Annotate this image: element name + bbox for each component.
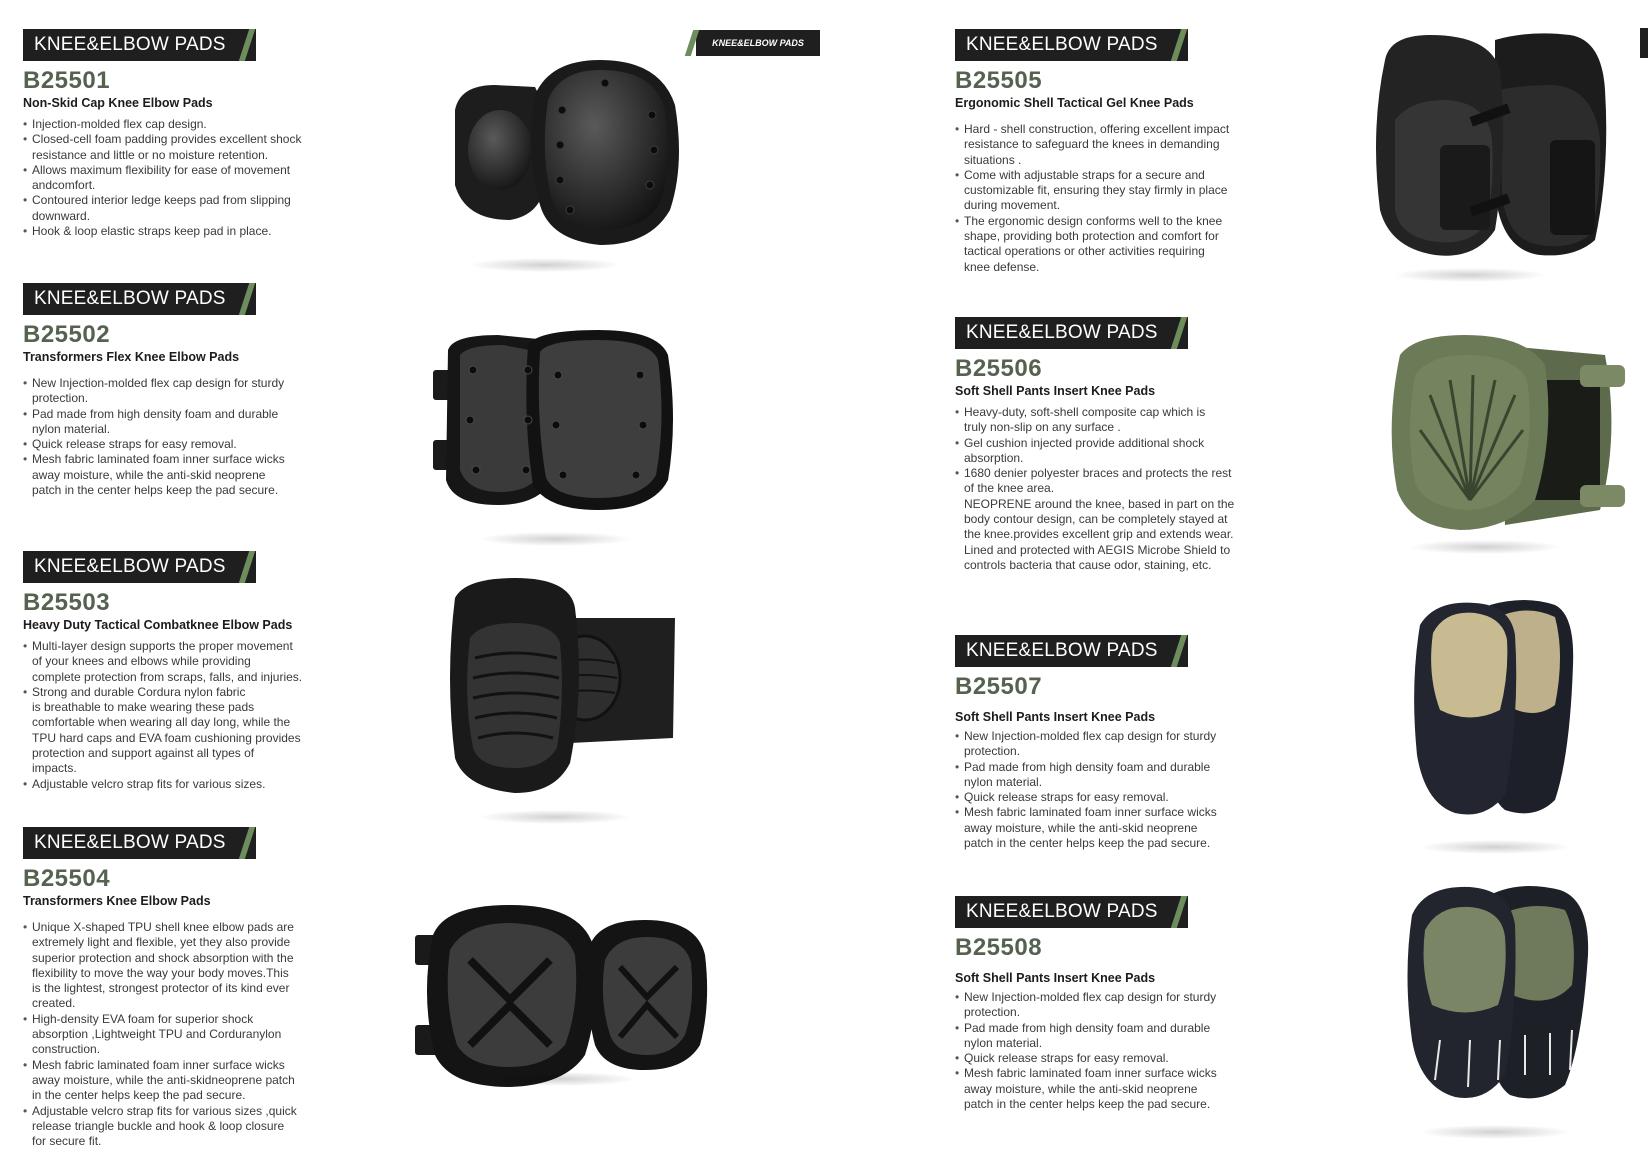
product-card-b25503 [23,551,443,792]
feature-line: • Heavy-duty, soft-shell composite cap which is [955,405,1245,420]
feature-line: impacts. [32,761,77,776]
feature-line: release triangle buckle and hook & loop closure [32,1118,285,1133]
feature-line: flexibility to move the way your body moves.This [32,965,289,980]
product-code: B25501 [23,67,111,94]
feature-line: away moisture, while the anti-skid neoprene [964,820,1198,835]
image-shadow [480,810,630,824]
feature-line: • Adjustable velcro strap fits for various sizes. [23,777,313,792]
image-shadow [480,532,630,546]
image-shadow [1420,1125,1570,1139]
category-banner: KNEE&ELBOW PADS [955,317,1188,349]
feature-line: away moisture, while the anti-skid neoprene [964,1081,1198,1096]
feature-line: extremely light and flexible, yet they also provide [32,935,291,950]
product-code: B25502 [23,321,111,348]
feature-line: absorption. [964,450,1024,465]
feature-list [23,117,313,239]
product-card-b25508 [955,896,1375,1112]
feature-line: resistance to safeguard the knees in demanding [964,137,1220,152]
feature-line: • Closed-cell foam padding provides excellent shock [23,132,313,147]
image-shadow [1420,840,1570,854]
product-name: Non-Skid Cap Knee Elbow Pads [23,96,213,110]
feature-line: nylon material. [964,774,1043,789]
product-image-b25502 [428,330,688,530]
feature-line: created. [32,996,76,1011]
feature-line: truly non-slip on any surface . [964,420,1121,435]
feature-line: is breathable to make wearing these pads [32,700,255,715]
product-code: B25506 [955,355,1043,382]
feature-line: protection. [964,1005,1021,1020]
product-name: Ergonomic Shell Tactical Gel Knee Pads [955,96,1194,110]
feature-line: • 1680 denier polyester braces and protects the rest [955,466,1245,481]
product-name: Soft Shell Pants Insert Knee Pads [955,971,1156,985]
feature-line: • Pad made from high density foam and durable [955,760,1245,775]
feature-line: TPU hard caps and EVA foam cushioning provides [32,730,301,745]
feature-line: • Pad made from high density foam and durable [955,1021,1245,1036]
product-code: B25505 [955,67,1043,94]
feature-line: during movement. [964,198,1061,213]
feature-line: nylon material. [964,1035,1043,1050]
feature-line: • Pad made from high density foam and durable [23,407,313,422]
feature-line: shape, providing both protection and comfort for [964,229,1219,244]
product-name: Transformers Knee Elbow Pads [23,894,211,908]
product-code: B25508 [955,934,1043,961]
product-image-b25501 [440,55,690,265]
feature-line: of your knees and elbows while providing [32,654,251,669]
feature-line: for secure fit. [32,1134,102,1149]
feature-line: absorption ,Lightweight TPU and Corduranylon [32,1027,282,1042]
product-code: B25503 [23,589,111,616]
feature-line: knee defense. [964,259,1040,274]
feature-line: complete protection from scraps, falls, and injuries. [32,669,303,684]
product-code: B25507 [955,673,1043,700]
category-banner: KNEE&ELBOW PADS [23,283,256,315]
feature-line: • New Injection-molded flex cap design for sturdy [955,729,1245,744]
product-image-b25504 [415,905,715,1095]
image-shadow [1410,540,1560,554]
category-banner: KNEE&ELBOW PADS [23,551,256,583]
page-edge-tab [1640,28,1648,58]
category-banner: KNEE&ELBOW PADS [955,635,1188,667]
feature-line: tactical operations or other activities requiring [964,244,1205,259]
feature-line: comfortable when wearing all day long, while the [32,715,291,730]
feature-line: • Hook & loop elastic straps keep pad in place. [23,224,313,239]
feature-line: • Come with adjustable straps for a secure and [955,168,1245,183]
feature-line: • Mesh fabric laminated foam inner surface wicks [955,1066,1245,1081]
product-card-b25501 [23,29,443,239]
feature-line: protection. [964,744,1021,759]
product-image-b25506 [1385,335,1635,535]
product-name: Transformers Flex Knee Elbow Pads [23,350,240,364]
category-banner: KNEE&ELBOW PADS [955,896,1188,928]
feature-line: Lined and protected with AEGIS Microbe Shield to [964,542,1231,557]
product-name: Heavy Duty Tactical Combatknee Elbow Pads [23,618,293,632]
feature-list [23,639,313,792]
feature-line: • Injection-molded flex cap design. [23,117,313,132]
feature-line: • Multi-layer design supports the proper movement [23,639,313,654]
product-card-b25507 [955,635,1375,851]
product-image-b25503 [445,578,685,798]
feature-line: patch in the center helps keep the pad secure. [32,483,279,498]
feature-line: controls bacteria that cause odor, staining, etc. [964,557,1212,572]
feature-line: in the center helps keep the pad secure. [32,1088,246,1103]
feature-line: • Quick release straps for easy removal. [955,790,1245,805]
product-image-b25507 [1405,595,1585,825]
feature-line: • Adjustable velcro strap fits for various sizes ,quick [23,1104,313,1119]
product-code: B25504 [23,865,111,892]
image-shadow [485,1072,635,1086]
product-image-b25505 [1370,30,1620,270]
category-banner: KNEE&ELBOW PADS [23,827,256,859]
feature-line: • Contoured interior ledge keeps pad from slipping [23,193,313,208]
feature-line: customizable fit, ensuring they stay firmly in place [964,183,1228,198]
feature-list [955,729,1245,851]
product-card-b25505 [955,29,1375,275]
product-name: Soft Shell Pants Insert Knee Pads [955,710,1156,724]
feature-line: nylon material. [32,421,111,436]
feature-line: is the lightest, strongest protector of its kind ever [32,981,290,996]
feature-line: • The ergonomic design conforms well to the knee [955,214,1245,229]
feature-list [955,405,1245,573]
feature-line: NEOPRENE around the knee, based in part on the [964,496,1235,511]
feature-line: • Quick release straps for easy removal. [955,1051,1245,1066]
category-banner: KNEE&ELBOW PADS [955,29,1188,61]
product-card-b25506 [955,317,1375,573]
feature-line: of the knee area. [964,481,1055,496]
feature-line: • Mesh fabric laminated foam inner surface wicks [23,1058,313,1073]
feature-list [955,122,1245,275]
feature-line: the knee.provides excellent grip and extends wear. [964,527,1234,542]
feature-line: situations . [964,152,1022,167]
feature-line: • Strong and durable Cordura nylon fabric [23,685,313,700]
feature-line: downward. [32,208,91,223]
feature-line: • Allows maximum flexibility for ease of movement [23,163,313,178]
product-card-b25502 [23,283,443,498]
feature-line: resistance and little or no moisture retention. [32,147,269,162]
feature-line: away moisture, while the anti-skid neoprene [32,467,266,482]
feature-line: • New Injection-molded flex cap design for sturdy [23,376,313,391]
feature-line: • High-density EVA foam for superior shock [23,1012,313,1027]
feature-line: body contour design, can be completely stayed at [964,512,1228,527]
feature-line: • Unique X-shaped TPU shell knee elbow pads are [23,920,313,935]
product-card-b25504 [23,827,443,1149]
product-name: Soft Shell Pants Insert Knee Pads [955,384,1156,398]
header-category-tag: KNEE&ELBOW PADS [696,30,820,56]
feature-line: • New Injection-molded flex cap design for sturdy [955,990,1245,1005]
image-shadow [470,258,620,272]
feature-line: protection. [32,391,89,406]
feature-line: protection and support against all types of [32,746,255,761]
product-image-b25508 [1400,875,1600,1110]
category-banner: KNEE&ELBOW PADS [23,29,256,61]
feature-list [23,920,313,1149]
feature-line: construction. [32,1042,101,1057]
feature-line: • Hard - shell construction, offering excellent impact [955,122,1245,137]
feature-line: patch in the center helps keep the pad secure. [964,836,1211,851]
feature-line: • Mesh fabric laminated foam inner surface wicks [955,805,1245,820]
image-shadow [1395,268,1545,282]
feature-line: superior protection and shock absorption with the [32,950,294,965]
feature-line: patch in the center helps keep the pad secure. [964,1097,1211,1112]
feature-line: • Quick release straps for easy removal. [23,437,313,452]
feature-line: andcomfort. [32,178,96,193]
feature-line: • Gel cushion injected provide additional shock [955,436,1245,451]
feature-line: • Mesh fabric laminated foam inner surface wicks [23,452,313,467]
feature-list [23,376,313,498]
feature-line: away moisture, while the anti-skidneoprene patch [32,1072,295,1087]
feature-list [955,990,1245,1112]
